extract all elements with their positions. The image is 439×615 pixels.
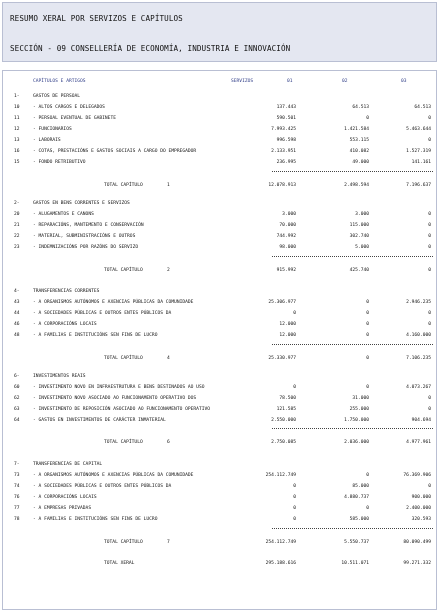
article-code: 64: [14, 418, 20, 423]
table-row: [0, 320, 439, 330]
table-row: [0, 383, 439, 393]
article-code: 15: [14, 160, 20, 165]
value-01: 70.000: [279, 223, 296, 228]
table-row: [0, 493, 439, 503]
value-03: 76.369.906: [403, 473, 431, 478]
value-01: 996.598: [276, 138, 296, 143]
total-separator: [272, 171, 433, 172]
table-row: [0, 210, 439, 220]
grand-total-01: 295.188.616: [265, 561, 296, 566]
value-03: 0: [428, 212, 431, 217]
chapter-total-row: [0, 538, 439, 548]
total-value-03: 7.106.235: [406, 356, 431, 361]
value-02: 5.000: [355, 245, 369, 250]
value-03: 0: [428, 311, 431, 316]
value-02: 0: [366, 385, 369, 390]
value-03: 0: [428, 223, 431, 228]
table-row: [0, 471, 439, 481]
value-02: 31.000: [352, 396, 369, 401]
article-label: - FUNCIONARIOS: [33, 127, 72, 132]
table-row: [0, 405, 439, 415]
article-label: - GASTOS EN INVESTIMENTOS DE CARÁCTER INMATERIAL: [33, 418, 166, 423]
article-code: 76: [14, 495, 20, 500]
value-03: 1.527.319: [406, 149, 431, 154]
value-01: 137.443: [276, 105, 296, 110]
value-02: 255.000: [349, 407, 369, 412]
table-row: [0, 482, 439, 492]
chapter-code: 2-: [14, 201, 20, 206]
value-01: 254.112.749: [265, 473, 296, 478]
total-label: TOTAL CAPÍTULO: [104, 183, 143, 188]
article-code: 43: [14, 300, 20, 305]
value-03: 0: [428, 116, 431, 121]
chapter-heading: [0, 199, 439, 209]
value-03: 0: [428, 484, 431, 489]
article-code: 21: [14, 223, 20, 228]
value-01: 98.000: [279, 245, 296, 250]
article-code: 74: [14, 484, 20, 489]
value-03: 904.694: [411, 418, 431, 423]
article-label: - A EMPRESAS PRIVADAS: [33, 506, 92, 511]
article-code: 60: [14, 385, 20, 390]
section-title: SECCIÓN - 09 CONSELLERÍA DE ECONOMÍA, INDUSTRIA E INNOVACIÓN: [10, 44, 291, 53]
table-row: [0, 136, 439, 146]
value-02: 0: [366, 322, 369, 327]
total-value-01: 12.078.913: [268, 183, 296, 188]
total-value-02: 2.036.000: [344, 440, 369, 445]
value-03: 5.463.644: [406, 127, 431, 132]
value-01: 25.306.977: [268, 300, 296, 305]
value-03: 0: [428, 245, 431, 250]
chapter-code: 6-: [14, 374, 20, 379]
column-header-01: 01: [287, 79, 293, 84]
table-row: [0, 416, 439, 426]
value-02: 302.740: [349, 234, 369, 239]
value-02: 553.115: [349, 138, 369, 143]
total-value-02: 5.550.737: [344, 540, 369, 545]
chapter-total-row: [0, 266, 439, 276]
chapter-code: 1-: [14, 94, 20, 99]
chapter-title: GASTOS EN BENS CORRENTES E SERVIZOS: [33, 201, 130, 206]
value-01: 0: [293, 484, 296, 489]
value-01: 121.585: [276, 407, 296, 412]
column-header-02: 02: [342, 79, 348, 84]
article-code: 44: [14, 311, 20, 316]
chapter-total-row: [0, 438, 439, 448]
grand-total-02: 10.511.071: [341, 561, 369, 566]
table-row: [0, 331, 439, 341]
grand-total-03: 99.271.332: [403, 561, 431, 566]
value-02: 0: [366, 300, 369, 305]
article-code: 22: [14, 234, 20, 239]
table-row: [0, 515, 439, 525]
value-02: 85.000: [352, 484, 369, 489]
table-row: [0, 504, 439, 514]
total-value-03: 4.977.961: [406, 440, 431, 445]
article-label: - A SOCIEDADES PÚBLICAS E OUTROS ENTES PÚBLICOS DA: [33, 311, 172, 316]
article-label: - PERSOAL EVENTUAL DE GABINETE: [33, 116, 116, 121]
total-value-02: 0: [366, 356, 369, 361]
value-01: 236.995: [276, 160, 296, 165]
total-label: TOTAL CAPÍTULO: [104, 440, 143, 445]
article-code: 13: [14, 138, 20, 143]
value-01: 12.000: [279, 322, 296, 327]
article-label: - COTAS, PRESTACIÓNS E GASTOS SOCIAIS A CARGO DO EMPREGADOR: [33, 149, 197, 154]
table-row: [0, 232, 439, 242]
article-label: - FONDO RETRIBUTIVO: [33, 160, 86, 165]
article-label: - REPARACIÓNS, MANTEMENTO E CONSERVACIÓN: [33, 223, 144, 228]
table-row: [0, 309, 439, 319]
total-chapter-number: 2: [167, 268, 170, 273]
chapter-code: 7-: [14, 462, 20, 467]
value-03: 4.073.267: [406, 385, 431, 390]
total-value-01: 254.112.749: [265, 540, 296, 545]
value-02: 0: [366, 506, 369, 511]
total-label: TOTAL CAPÍTULO: [104, 268, 143, 273]
grand-total-row: [0, 559, 439, 569]
report-header: [2, 2, 437, 62]
table-row: [0, 243, 439, 253]
table-row: [0, 114, 439, 124]
article-label: - MATERIAL, SUBMINISTRACIÓNS E OUTROS: [33, 234, 136, 239]
value-03: 0: [428, 322, 431, 327]
total-value-02: 425.740: [349, 268, 369, 273]
table-row: [0, 158, 439, 168]
value-03: 0: [428, 138, 431, 143]
table-row: [0, 394, 439, 404]
total-chapter-number: 1: [167, 183, 170, 188]
value-02: 1.421.584: [344, 127, 369, 132]
article-label: - INVESTIMENTO NOVO EN INFRAESTRUTURA E BENS DESTINADOS AO USO: [33, 385, 205, 390]
chapter-heading: [0, 372, 439, 382]
chapter-title: INVESTIMENTOS REAIS: [33, 374, 86, 379]
table-row: [0, 125, 439, 135]
total-separator: [272, 428, 433, 429]
total-label: TOTAL CAPÍTULO: [104, 356, 143, 361]
column-header-chapters: CAPÍTULOS E ARTIGOS: [33, 79, 86, 84]
value-02: 64.513: [352, 105, 369, 110]
value-01: 78.500: [279, 396, 296, 401]
value-03: 2.400.000: [406, 506, 431, 511]
value-03: 141.161: [411, 160, 431, 165]
column-header-servizos: SERVIZOS: [231, 79, 254, 84]
value-03: 320.593: [411, 517, 431, 522]
value-01: 0: [293, 385, 296, 390]
chapter-heading: [0, 460, 439, 470]
article-code: 48: [14, 333, 20, 338]
total-value-03: 7.196.637: [406, 183, 431, 188]
table-row: [0, 103, 439, 113]
chapter-title: TRANSFERENCIAS DE CAPITAL: [33, 462, 103, 467]
value-03: 4.160.000: [406, 333, 431, 338]
column-header-03: 03: [401, 79, 407, 84]
value-02: 0: [366, 116, 369, 121]
chapter-total-row: [0, 181, 439, 191]
value-03: 0: [428, 407, 431, 412]
article-label: - A ORGANISMOS AUTÓNOMOS E AXENCIAS PÚBLICAS DA COMUNIDADE: [33, 473, 194, 478]
total-separator: [272, 256, 433, 257]
value-01: 2.133.951: [271, 149, 296, 154]
article-code: 20: [14, 212, 20, 217]
article-code: 62: [14, 396, 20, 401]
total-value-03: 0: [428, 268, 431, 273]
value-02: 585.000: [349, 517, 369, 522]
article-label: - A SOCIEDADES PÚBLICAS E OUTROS ENTES PÚBLICOS DA: [33, 484, 172, 489]
article-code: 10: [14, 105, 20, 110]
value-01: 2.550.000: [271, 418, 296, 423]
article-label: - A FAMILIAS E INSTITUCIÓNS SEN FINS DE LUCRO: [33, 517, 158, 522]
table-row: [0, 298, 439, 308]
article-code: 63: [14, 407, 20, 412]
value-01: 0: [293, 495, 296, 500]
article-code: 12: [14, 127, 20, 132]
article-label: - A CORPORACIÓNS LOCAIS: [33, 322, 97, 327]
value-02: 0: [366, 473, 369, 478]
value-01: 7.993.425: [271, 127, 296, 132]
article-label: - ALTOS CARGOS E DELEGADOS: [33, 105, 105, 110]
article-code: 78: [14, 517, 20, 522]
total-chapter-number: 4: [167, 356, 170, 361]
value-03: 2.946.235: [406, 300, 431, 305]
value-01: 3.000: [282, 212, 296, 217]
article-label: - A CORPORACIÓNS LOCAIS: [33, 495, 97, 500]
grand-total-label: TOTAL XERAL: [104, 561, 135, 566]
chapter-heading: [0, 287, 439, 297]
total-value-02: 2.498.594: [344, 183, 369, 188]
value-02: 3.000: [355, 212, 369, 217]
article-code: 77: [14, 506, 20, 511]
value-02: 0: [366, 333, 369, 338]
report-title: RESUMO XERAL POR SERVIZOS E CAPÍTULOS: [10, 14, 183, 23]
value-03: 64.513: [414, 105, 431, 110]
value-01: 0: [293, 506, 296, 511]
total-value-01: 915.992: [276, 268, 296, 273]
article-code: 73: [14, 473, 20, 478]
value-03: 0: [428, 396, 431, 401]
table-row: [0, 147, 439, 157]
article-label: - INVESTIMENTO NOVO ASOCIADO AO FUNCIONAMENTO OPERATIVO DOS: [33, 396, 197, 401]
value-01: 744.992: [276, 234, 296, 239]
value-01: 0: [293, 311, 296, 316]
article-label: - A FAMILIAS E INSTITUCIÓNS SEN FINS DE LUCRO: [33, 333, 158, 338]
value-02: 115.000: [349, 223, 369, 228]
value-02: 4.880.737: [344, 495, 369, 500]
total-value-01: 25.330.977: [268, 356, 296, 361]
value-01: 0: [293, 517, 296, 522]
total-chapter-number: 6: [167, 440, 170, 445]
article-code: 11: [14, 116, 20, 121]
article-code: 46: [14, 322, 20, 327]
value-02: 1.750.000: [344, 418, 369, 423]
article-label: - ALUGAMENTOS E CANONS: [33, 212, 94, 217]
total-separator: [272, 344, 433, 345]
chapter-title: TRANSFERENCIAS CORRENTES: [33, 289, 100, 294]
total-value-03: 80.090.499: [403, 540, 431, 545]
total-separator: [272, 528, 433, 529]
value-01: 12.000: [279, 333, 296, 338]
value-03: 900.000: [411, 495, 431, 500]
article-label: - INVESTIMENTO DE REPOSICIÓN ASOCIADO AO FUNCIONAMENTO OPERATIVO: [33, 407, 211, 412]
value-03: 0: [428, 234, 431, 239]
chapter-title: GASTOS DE PERSOAL: [33, 94, 81, 99]
table-row: [0, 221, 439, 231]
article-label: - A ORGANISMOS AUTÓNOMOS E AXENCIAS PÚBLICAS DA COMUNIDADE: [33, 300, 194, 305]
value-02: 49.000: [352, 160, 369, 165]
article-code: 16: [14, 149, 20, 154]
total-value-01: 2.750.085: [271, 440, 296, 445]
chapter-code: 4-: [14, 289, 20, 294]
total-chapter-number: 7: [167, 540, 170, 545]
chapter-total-row: [0, 354, 439, 364]
article-label: - INDEMNIZACIÓNS POR RAZÓNS DO SERVIZO: [33, 245, 139, 250]
chapter-heading: [0, 92, 439, 102]
value-01: 590.501: [276, 116, 296, 121]
value-02: 410.082: [349, 149, 369, 154]
value-02: 0: [366, 311, 369, 316]
total-label: TOTAL CAPÍTULO: [104, 540, 143, 545]
article-label: - LABORAIS: [33, 138, 61, 143]
article-code: 23: [14, 245, 20, 250]
